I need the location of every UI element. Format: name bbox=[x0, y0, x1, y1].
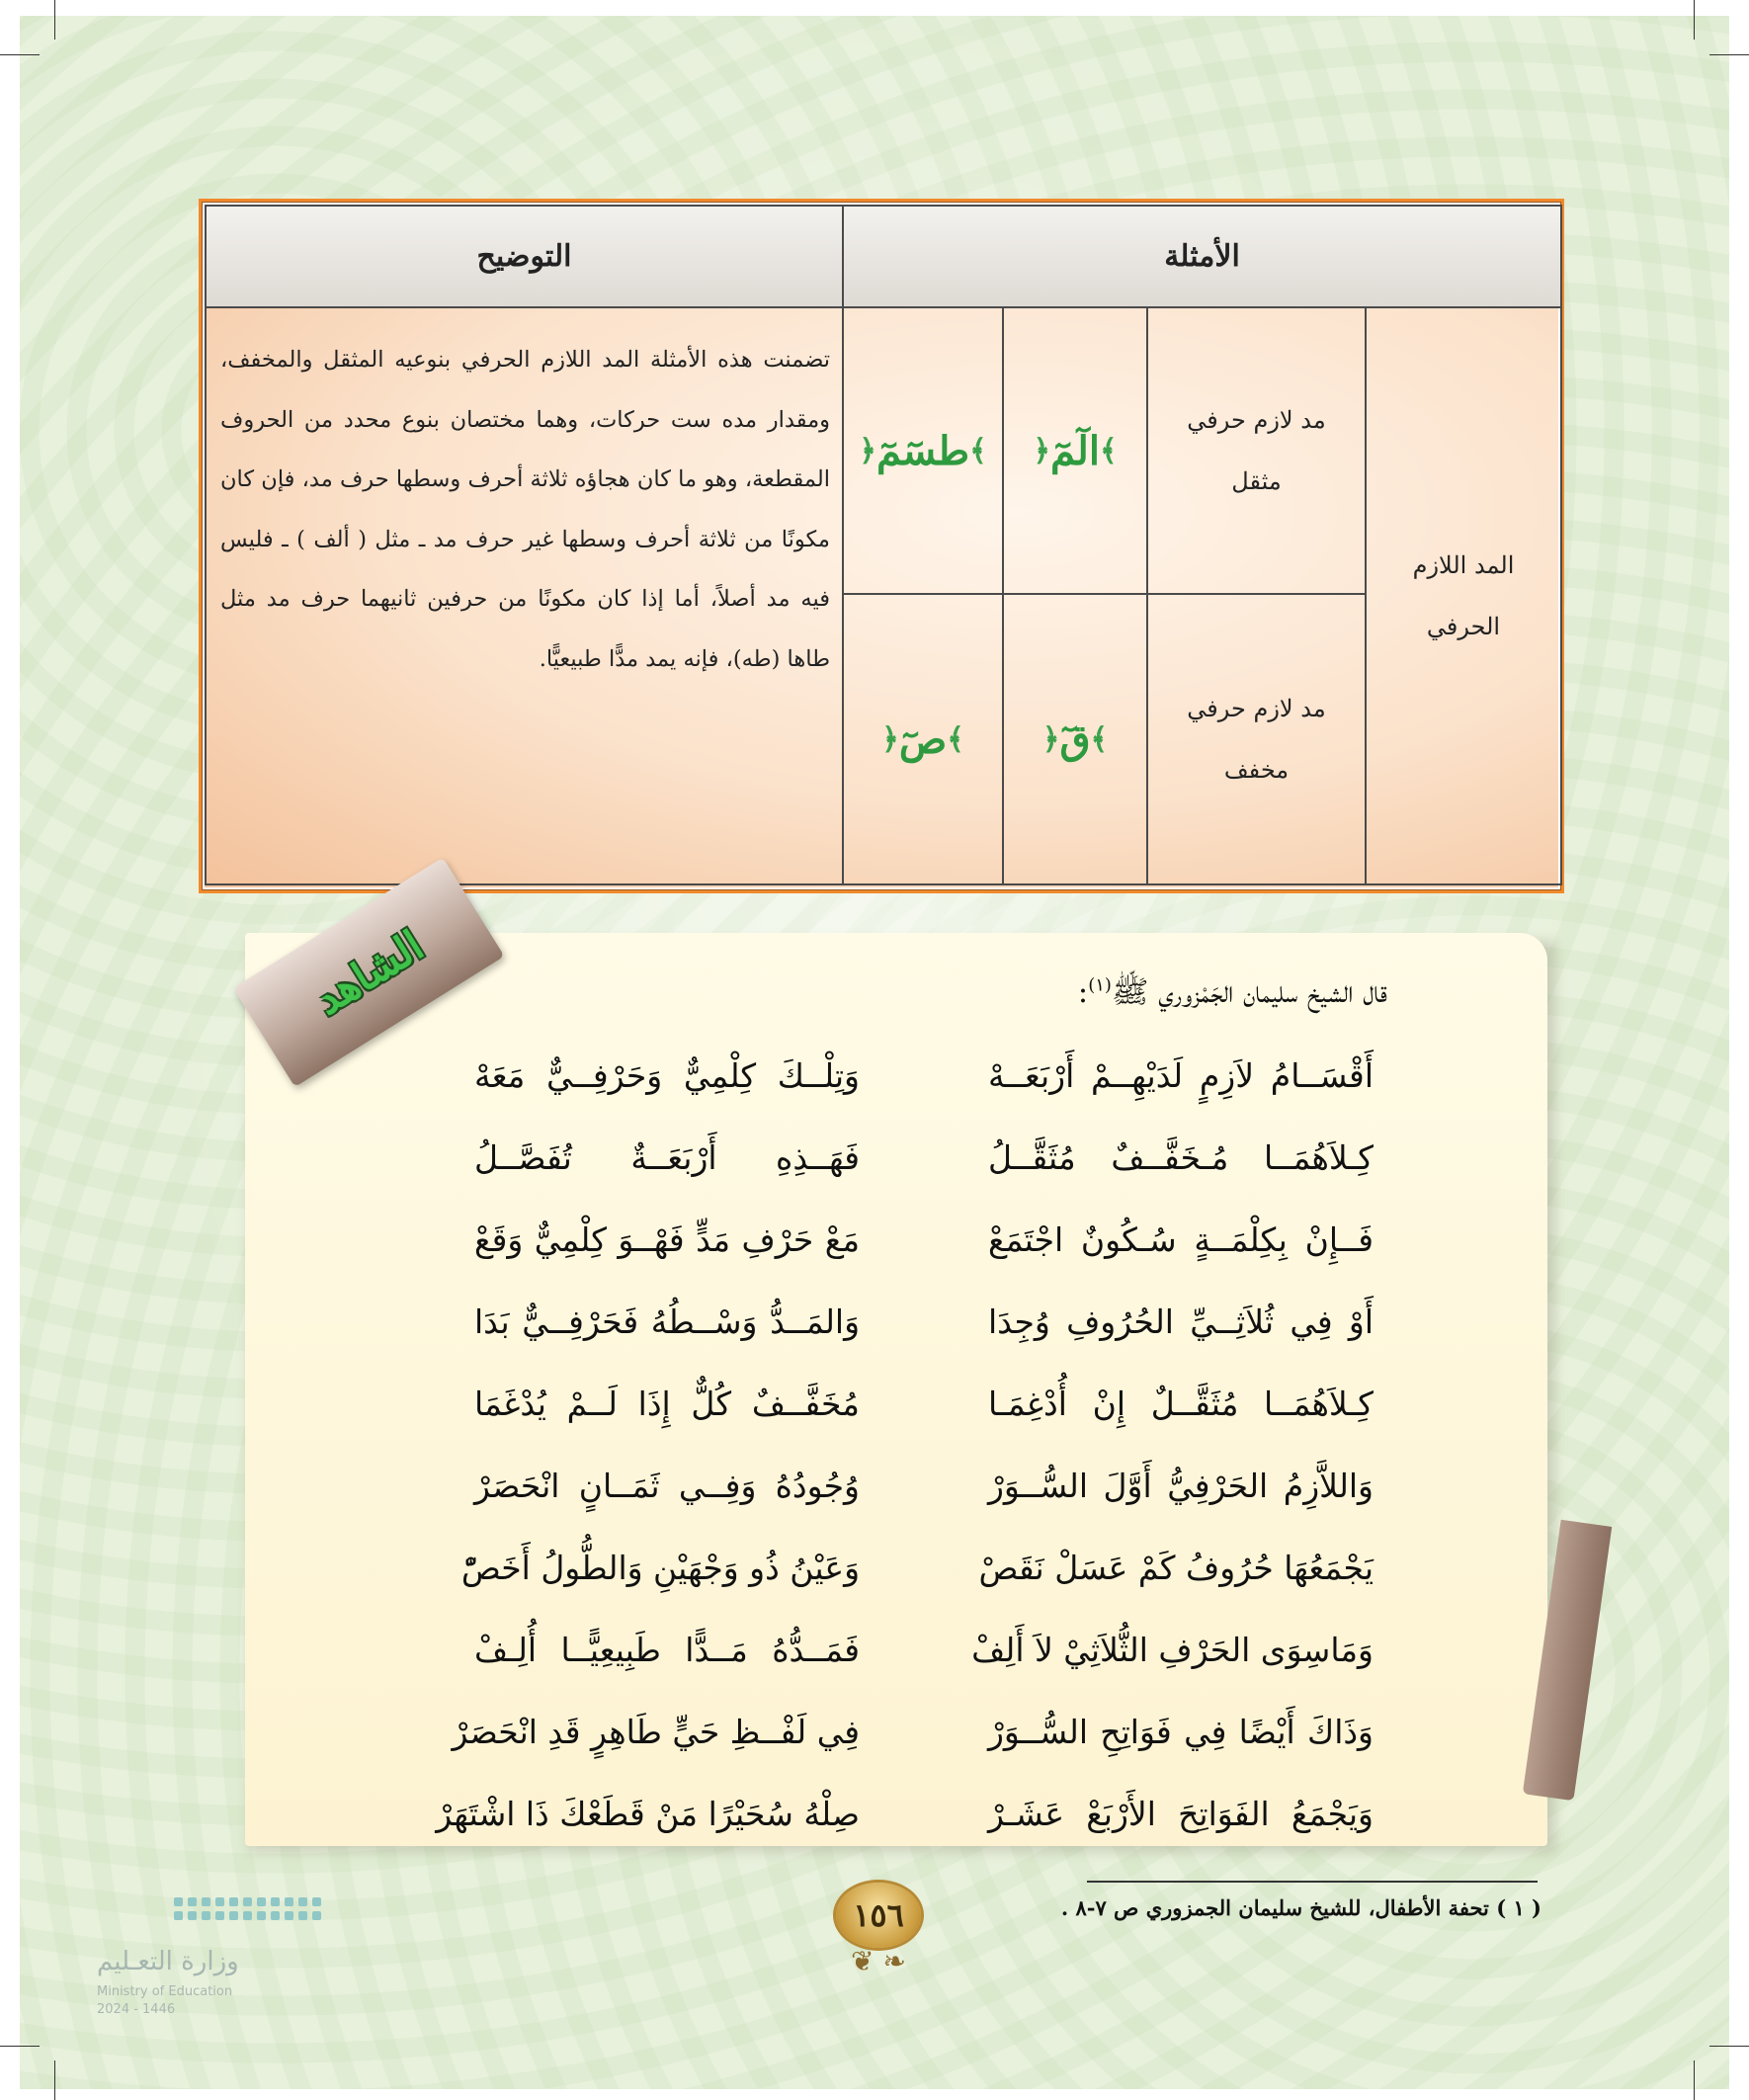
verse-second-hemistich: فِي لَفْــظِ حَيٍّ طَاهِرٍ قَدِ انْحَصَرْ bbox=[452, 1713, 860, 1751]
crop-mark bbox=[54, 0, 55, 40]
crop-mark bbox=[1709, 2046, 1749, 2047]
example-ornament-icon: ﴾ bbox=[969, 433, 987, 468]
poem-intro-text: قال الشيخ سليمان الجَمْزوري ﷺ bbox=[1111, 974, 1387, 1010]
footnote: ( ١ ) تحفة الأطفال، للشيخ سليمان الجمزوري ص ٧-٨ . bbox=[1060, 1895, 1541, 1920]
verse bbox=[474, 1455, 1374, 1537]
table-body bbox=[203, 203, 1560, 889]
verse bbox=[474, 1291, 1374, 1373]
verse-first-hemistich: كِـلاَهُمَــا مُثَقَّــلٌ إِنْ أُدْغِمَـا bbox=[988, 1385, 1374, 1423]
verse bbox=[474, 1045, 1374, 1127]
verse-second-hemistich: صِلْهُ سُحَيْرًا مَنْ قَطَعْكَ ذَا اشْتَهَرْ bbox=[436, 1795, 860, 1833]
verse-first-hemistich: وَمَاسِوَى الحَرْفِ الثُّلاَثِيْ لاَ أَلِفْ bbox=[971, 1631, 1374, 1669]
verse-second-hemistich: وَعَيْنُ ذُو وَجْهَيْنِ وَالطُّولُ أَخَصّْ bbox=[460, 1549, 860, 1587]
example-cell bbox=[842, 593, 1004, 885]
crop-mark bbox=[1694, 0, 1695, 40]
example-ornament-icon: ﴾ bbox=[947, 721, 964, 757]
logo-arabic: وزارة التعـليم bbox=[97, 1947, 239, 1976]
verse-first-hemistich: وَذَاكَ أَيْضًا فِي فَوَاتِحِ السُّــوَرْ bbox=[988, 1713, 1374, 1751]
example-text: صٓ bbox=[898, 715, 948, 763]
type-heavy-text: مد لازم حرفي مثقل bbox=[1187, 406, 1326, 495]
category-text: المد اللازم الحرفي bbox=[1412, 551, 1515, 640]
logo-english: Ministry of Education bbox=[97, 1984, 233, 1999]
type-cell-light bbox=[1146, 593, 1367, 885]
header-explanation bbox=[205, 205, 844, 308]
verse-first-hemistich: كِـلاَهُمَــا مُـخَفَّــفٌ مُثَقَّــلُ bbox=[988, 1138, 1374, 1177]
logo-year: 2024 - 1446 bbox=[97, 2002, 176, 2017]
poem-verses bbox=[436, 1045, 1374, 1865]
poem-intro bbox=[711, 973, 1387, 1033]
poem-intro-colon: : bbox=[1077, 974, 1089, 1010]
verse bbox=[474, 1209, 1374, 1291]
example-ornament-icon: ﴿ bbox=[1033, 433, 1051, 468]
verse-first-hemistich: فَــإِنْ بِكِلْمَــةٍ سُـكُونٌ اجْتَمَعْ bbox=[988, 1220, 1374, 1259]
crop-mark bbox=[1709, 54, 1749, 55]
page-number: ١٥٦ bbox=[853, 1896, 904, 1934]
header-explanation-text: التوضيح bbox=[476, 239, 572, 274]
crop-mark bbox=[0, 54, 40, 55]
verse-first-hemistich: يَجْمَعُهَا حُرُوفُ كَمْ عَسَلْ نَقَصْ bbox=[978, 1549, 1374, 1587]
footnote-divider bbox=[1087, 1881, 1538, 1883]
category-cell bbox=[1365, 306, 1562, 885]
example-cell bbox=[1002, 593, 1148, 885]
type-light-text: مد لازم حرفي مخفف bbox=[1187, 695, 1326, 784]
verse bbox=[460, 1537, 1374, 1619]
verse-first-hemistich: أَوْ فِي ثُلاَثِــيِّ الحُرُوفِ وُجِدَا bbox=[988, 1302, 1374, 1341]
verse bbox=[474, 1619, 1374, 1701]
example-ornament-icon: ﴿ bbox=[881, 721, 899, 757]
example-cell bbox=[842, 306, 1004, 595]
verse-second-hemistich: فَمَــدُّهُ مَــدًّا طَبِيعِيًّــا أُلِـفْ bbox=[474, 1631, 860, 1669]
crop-mark bbox=[0, 2046, 40, 2047]
header-examples bbox=[842, 205, 1562, 308]
verse bbox=[436, 1783, 1374, 1865]
verse-first-hemistich: وَيَجْمَعُ الفَوَاتِحَ الأَرْبَعْ عَشَـرْ bbox=[988, 1795, 1374, 1833]
logo-dots-icon bbox=[174, 1897, 255, 1920]
example-ornament-icon: ﴿ bbox=[1041, 721, 1060, 757]
example-text: قٓ bbox=[1059, 715, 1091, 763]
verse-second-hemistich: مُخَفَّــفٌ كُلٌّ إِذَا لَــمْ يُدْغَمَا bbox=[474, 1385, 860, 1423]
type-cell-heavy bbox=[1146, 306, 1367, 595]
verse bbox=[474, 1373, 1374, 1455]
example-ornament-icon: ﴾ bbox=[1090, 721, 1109, 757]
ministry-logo bbox=[97, 1897, 255, 2017]
page-number-medallion bbox=[836, 1883, 921, 1948]
example-cell bbox=[1002, 306, 1148, 595]
madd-table bbox=[199, 199, 1564, 893]
example-text: طسٓمٓ bbox=[875, 427, 970, 474]
explanation-text: تضمنت هذه الأمثلة المد اللازم الحرفي بنوعيه المثقل والمخفف، ومقدار مده ست حركات، وهما مختصان بنوع محدد من الحروف المقطعة، وهو ما كان هجاؤه ثلاثة أحرف وسطها حرف مد، فإن كان مكونًا من ثلاثة أحرف وسطها غير حرف مد ـ مثل ( ألف ) ـ فليس فيه مد أصلاً، أما إذا كان مكونًا من حرفين ثانيهما حرف مد مثل طاها (طه)، فإنه يمد مدًّا طبيعيًّا. bbox=[220, 347, 830, 672]
verse bbox=[474, 1127, 1374, 1209]
verse-first-hemistich: وَاللاَّزِمُ الحَرْفِيُّ أَوَّلَ السُّــوَرْ bbox=[988, 1467, 1374, 1505]
verse-second-hemistich: فَهَــذِهِ أَرْبَعَــةٌ تُفَصَّــلُ bbox=[474, 1138, 860, 1177]
example-ornament-icon: ﴾ bbox=[1099, 433, 1118, 468]
flourish-ornament-icon: ❦ ❧ bbox=[851, 1945, 906, 1977]
verse-first-hemistich: أَقْسَــامُ لاَزِمٍ لَدَيْهِــمْ أَرْبَعَــهْ bbox=[988, 1056, 1374, 1095]
footnote-ref[interactable]: (١) bbox=[1088, 974, 1112, 996]
crop-mark bbox=[1694, 2060, 1695, 2100]
header-examples-text: الأمثلة bbox=[1164, 239, 1240, 274]
example-text: الٓمٓ bbox=[1050, 427, 1100, 474]
example-ornament-icon: ﴿ bbox=[859, 433, 876, 468]
verse bbox=[452, 1701, 1374, 1783]
verse-second-hemistich: مَعْ حَرْفِ مَدٍّ فَهْــوَ كِلْمِيٌّ وَقَعْ bbox=[474, 1220, 860, 1259]
verse-second-hemistich: وُجُودُهُ وَفِــي ثَمَــانٍ انْحَصَرْ bbox=[474, 1467, 860, 1505]
explanation-cell bbox=[205, 306, 844, 885]
crop-mark bbox=[54, 2060, 55, 2100]
ribbon-label: الشاهد bbox=[305, 920, 432, 1025]
verse-second-hemistich: وَالمَــدُّ وَسْــطُهُ فَحَرْفِــيٌّ بَدَا bbox=[474, 1302, 860, 1341]
verse-second-hemistich: وَتِلْــكَ كِلْمِيٌّ وَحَرْفِــيٌّ مَعَهْ bbox=[474, 1056, 860, 1095]
